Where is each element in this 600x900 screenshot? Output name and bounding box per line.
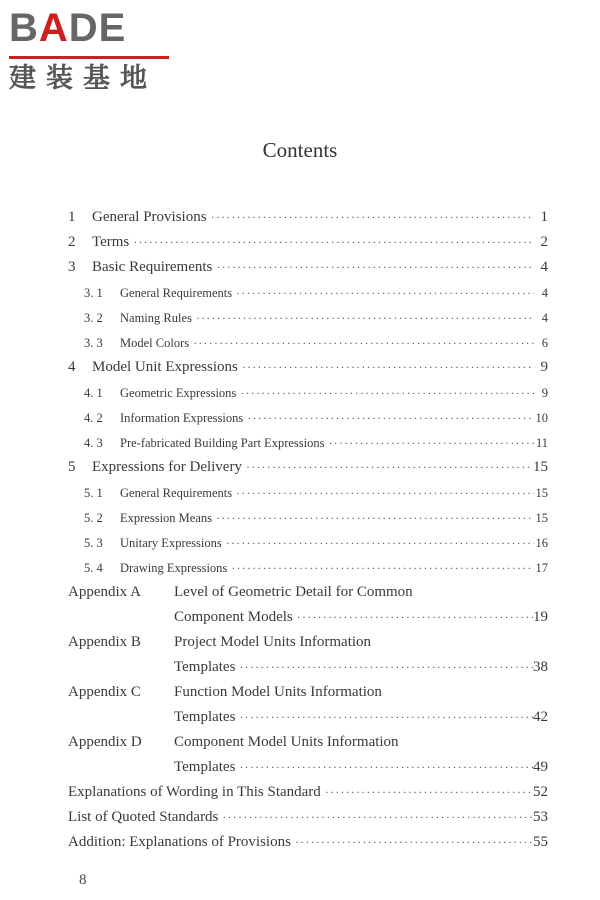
toc-entry[interactable] — [84, 383, 548, 405]
toc-number: 5. 3 — [84, 536, 103, 550]
toc-entry[interactable] — [68, 257, 548, 279]
toc-page-number: 15 — [533, 459, 548, 475]
toc-label: List of Quoted Standards — [68, 809, 219, 825]
dot-leader — [236, 483, 534, 503]
toc-page-number: 16 — [535, 536, 548, 550]
toc-page-number: 55 — [533, 834, 548, 850]
appendix-title: Project Model Units Information — [174, 634, 372, 650]
logo-underline — [9, 56, 169, 59]
toc-page-number: 9 — [541, 386, 548, 400]
toc-page-number: 53 — [533, 809, 548, 825]
dot-leader — [240, 383, 534, 403]
toc-page-number: 17 — [535, 561, 548, 575]
dot-leader — [246, 457, 533, 477]
logo-letters-de: DE — [68, 6, 127, 50]
logo-letter-a: A — [38, 6, 69, 50]
appendix-label: Appendix D — [68, 734, 142, 750]
toc-entry[interactable] — [68, 232, 548, 254]
appendix-title-continued: Templates — [174, 659, 236, 675]
appendix-entry-line1[interactable] — [68, 632, 548, 654]
appendix-title-continued: Templates — [174, 759, 236, 775]
toc-number: 3. 3 — [84, 336, 103, 350]
toc-page-number: 2 — [540, 234, 548, 250]
toc-page-number: 9 — [540, 359, 548, 375]
toc-label: Pre-fabricated Building Part Expressions — [120, 436, 325, 450]
toc-entry[interactable] — [68, 782, 548, 804]
appendix-title: Component Model Units Information — [174, 734, 399, 750]
logo-wordmark — [9, 6, 179, 50]
toc-number: 5. 2 — [84, 511, 103, 525]
toc-label: Expressions for Delivery — [92, 459, 242, 475]
toc-entry[interactable] — [68, 357, 548, 379]
toc-entry[interactable] — [84, 333, 548, 355]
dot-leader — [325, 782, 533, 802]
toc-label: Expression Means — [120, 511, 212, 525]
dot-leader — [239, 657, 533, 677]
toc-number: 3. 1 — [84, 286, 103, 300]
appendix-label: Appendix C — [68, 684, 141, 700]
toc-page-number: 15 — [535, 486, 548, 500]
toc-page-number: 49 — [533, 759, 548, 775]
toc-page-number: 4 — [541, 311, 548, 325]
toc-label: Explanations of Wording in This Standard — [68, 784, 321, 800]
toc-number: 3 — [68, 259, 76, 275]
toc-entry[interactable] — [84, 483, 548, 505]
bade-logo — [9, 6, 179, 94]
toc-page-number: 10 — [535, 411, 548, 425]
toc-entry[interactable] — [84, 533, 548, 555]
toc-entry[interactable] — [84, 308, 548, 330]
appendix-title-continued: Templates — [174, 709, 236, 725]
appendix-entry-line1[interactable] — [68, 732, 548, 754]
dot-leader — [133, 232, 534, 252]
toc-label: Terms — [92, 234, 130, 250]
toc-label: Naming Rules — [120, 311, 192, 325]
dot-leader — [216, 257, 534, 277]
toc-entry[interactable] — [84, 433, 548, 455]
appendix-entry-line2[interactable] — [174, 607, 548, 629]
toc-label: Unitary Expressions — [120, 536, 222, 550]
toc-number: 4 — [68, 359, 76, 375]
dot-leader — [193, 333, 534, 353]
dot-leader — [231, 558, 534, 578]
appendix-label: Appendix A — [68, 584, 141, 600]
toc-number: 4. 3 — [84, 436, 103, 450]
toc-label: Geometric Expressions — [120, 386, 237, 400]
toc-number: 5. 4 — [84, 561, 103, 575]
toc-number: 4. 2 — [84, 411, 103, 425]
toc-entry[interactable] — [68, 807, 548, 829]
logo-chinese-text: 建装基地 — [9, 63, 157, 94]
dot-leader — [328, 433, 534, 453]
dot-leader — [211, 207, 534, 227]
toc-page-number: 4 — [540, 259, 548, 275]
toc-page-number: 1 — [540, 209, 548, 225]
toc-label: General Requirements — [120, 486, 233, 500]
page-title: Contents — [262, 138, 338, 162]
toc-number: 5 — [68, 459, 76, 475]
dot-leader — [239, 757, 533, 777]
toc-page-number: 11 — [535, 436, 548, 450]
toc-entry[interactable] — [84, 558, 548, 580]
toc-label: Model Colors — [120, 336, 190, 350]
logo-letter-b: B — [9, 6, 39, 50]
dot-leader — [196, 308, 534, 328]
toc-entry[interactable] — [84, 508, 548, 530]
toc-label: General Provisions — [92, 209, 207, 225]
toc-label: Drawing Expressions — [120, 561, 228, 575]
appendix-title: Level of Geometric Detail for Common — [174, 584, 413, 600]
toc-entry[interactable] — [84, 283, 548, 305]
toc-page-number: 4 — [541, 286, 548, 300]
appendix-label: Appendix B — [68, 634, 141, 650]
toc-entry[interactable] — [68, 457, 548, 479]
appendix-entry-line1[interactable] — [68, 582, 548, 604]
toc-number: 3. 2 — [84, 311, 103, 325]
page-number: 8 — [79, 872, 87, 888]
dot-leader — [242, 357, 534, 377]
toc-page-number: 19 — [533, 609, 548, 625]
dot-leader — [226, 533, 534, 553]
appendix-title-continued: Component Models — [174, 609, 293, 625]
appendix-entry-line1[interactable] — [68, 682, 548, 704]
toc-entry[interactable] — [68, 207, 548, 229]
toc-number: 1 — [68, 209, 76, 225]
toc-page-number: 6 — [541, 336, 548, 350]
toc-page-number: 52 — [533, 784, 548, 800]
toc-label: General Requirements — [120, 286, 233, 300]
toc-number: 4. 1 — [84, 386, 103, 400]
dot-leader — [236, 283, 534, 303]
appendix-title: Function Model Units Information — [174, 684, 382, 700]
dot-leader — [247, 408, 534, 428]
toc-entry[interactable] — [84, 408, 548, 430]
dot-leader — [295, 832, 533, 852]
dot-leader — [239, 707, 533, 727]
dot-leader — [216, 508, 534, 528]
toc-label: Addition: Explanations of Provisions — [68, 834, 291, 850]
appendix-entry-line2[interactable] — [174, 707, 548, 729]
dot-leader — [222, 807, 533, 827]
appendix-entry-line2[interactable] — [174, 657, 548, 679]
dot-leader — [297, 607, 533, 627]
toc-label: Information Expressions — [120, 411, 244, 425]
appendix-entry-line2[interactable] — [174, 757, 548, 779]
toc-page-number: 15 — [535, 511, 548, 525]
toc-page-number: 38 — [533, 659, 548, 675]
toc-entry[interactable] — [68, 832, 548, 854]
toc-label: Basic Requirements — [92, 259, 213, 275]
toc-page-number: 42 — [533, 709, 548, 725]
toc-number: 2 — [68, 234, 76, 250]
toc-label: Model Unit Expressions — [92, 359, 238, 375]
toc-number: 5. 1 — [84, 486, 103, 500]
